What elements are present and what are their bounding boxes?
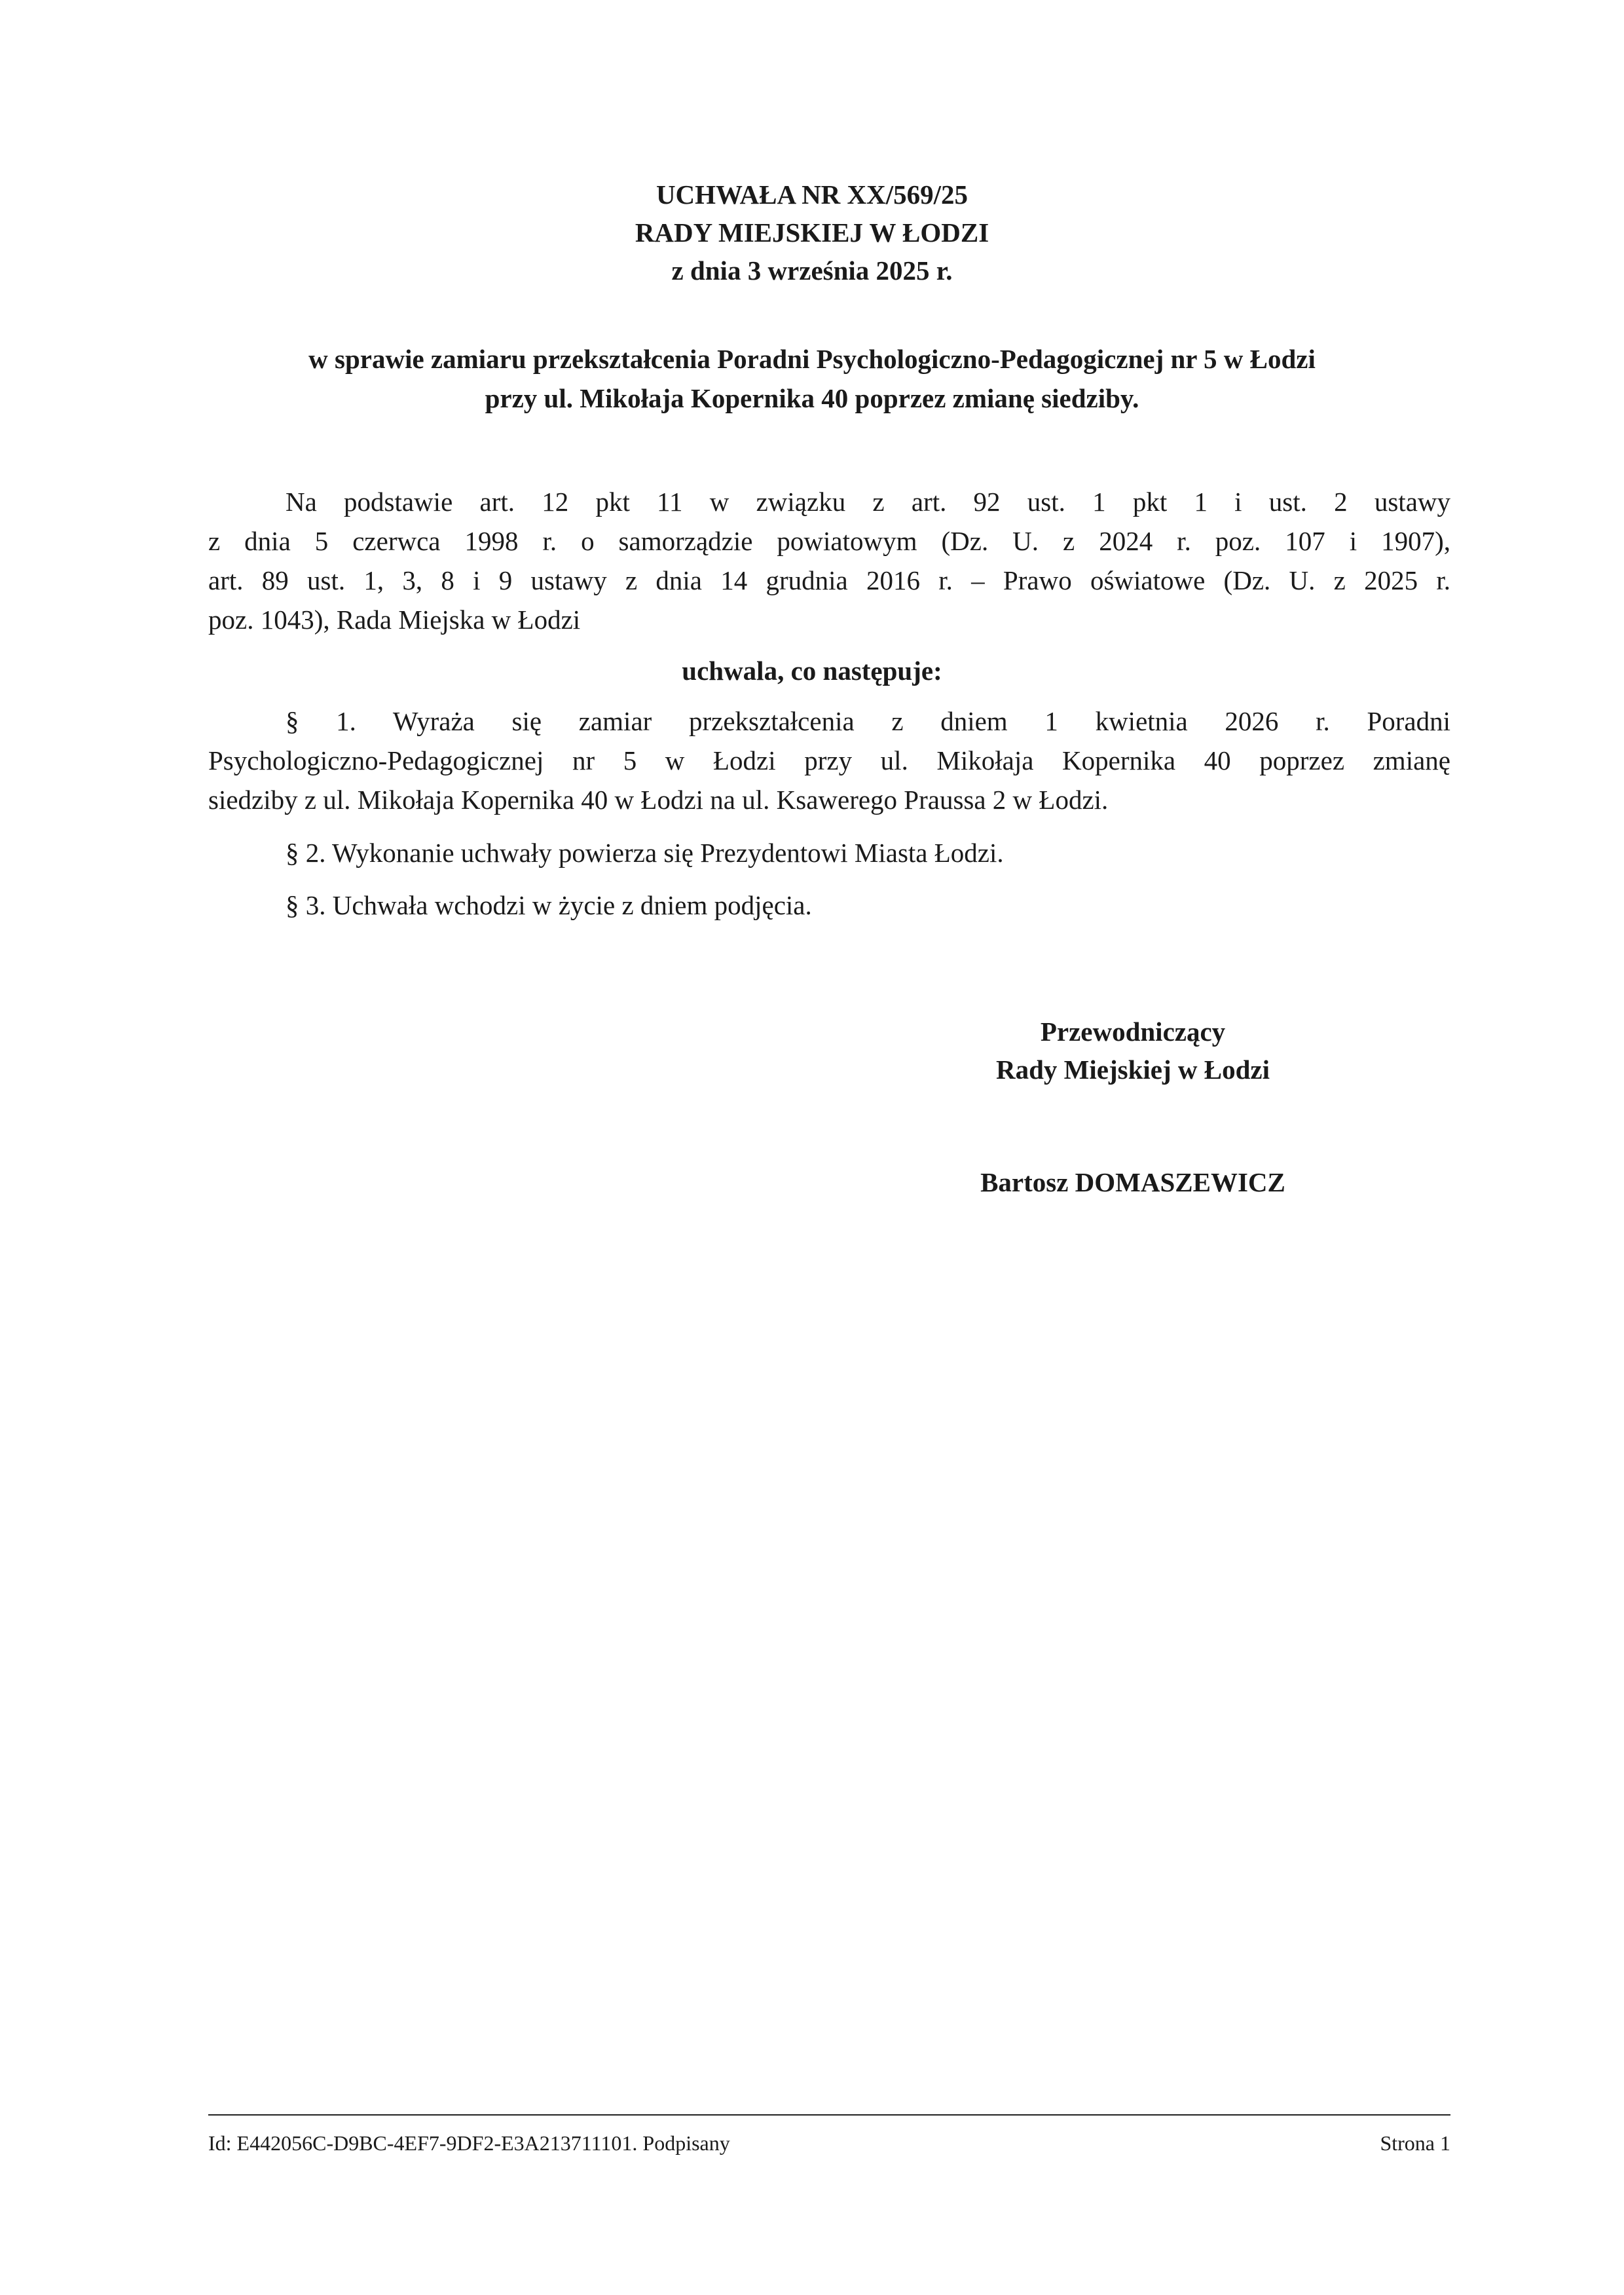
resolves-heading: uchwala, co następuje: xyxy=(682,656,942,686)
paragraph-2: § 2. Wykonanie uchwały powierza się Prezydentowi Miasta Łodzi. xyxy=(286,838,1004,868)
subject-line-1: w sprawie zamiaru przekształcenia Poradni Psychologiczno-Pedagogicznej nr 5 w Łodzi xyxy=(308,344,1316,374)
paragraph-3: § 3. Uchwała wchodzi w życie z dniem podjęcia. xyxy=(286,890,812,920)
resolution-header xyxy=(0,176,1624,289)
paragraph-1-line-2: Psychologiczno-Pedagogicznej nr 5 w Łodzi przy ul. Mikołaja Kopernika 40 poprzez zmianę xyxy=(208,745,1450,775)
paragraph-1-line-1: § 1. Wyraża się zamiar przekształcenia z dniem 1 kwietnia 2026 r. Poradni xyxy=(286,706,1450,736)
preamble-line-3: art. 89 ust. 1, 3, 8 i 9 ustawy z dnia 14 grudnia 2016 r. – Prawo oświatowe (Dz. U. z 2025 r. xyxy=(208,565,1450,595)
signatory-title-line-2: Rady Miejskiej w Łodzi xyxy=(996,1054,1270,1085)
page-number: Strona 1 xyxy=(1380,2131,1450,2155)
document-id: Id: E442056C-D9BC-4EF7-9DF2-E3A213711101. Podpisany xyxy=(208,2131,730,2155)
signatory-name: Bartosz DOMASZEWICZ xyxy=(980,1167,1285,1197)
signatory-title-line-1: Przewodniczący xyxy=(1040,1017,1226,1047)
subject-line-2: przy ul. Mikołaja Kopernika 40 poprzez zmianę siedziby. xyxy=(485,383,1139,413)
footer-divider xyxy=(208,2114,1450,2116)
issuing-body: RADY MIEJSKIEJ W ŁODZI xyxy=(635,217,989,248)
preamble-line-2: z dnia 5 czerwca 1998 r. o samorządzie powiatowym (Dz. U. z 2024 r. poz. 107 i 1907), xyxy=(208,526,1450,556)
paragraph-1-line-3: siedziby z ul. Mikołaja Kopernika 40 w Łodzi na ul. Ksawerego Praussa 2 w Łodzi. xyxy=(208,785,1109,815)
preamble-line-1: Na podstawie art. 12 pkt 11 w związku z art. 92 ust. 1 pkt 1 i ust. 2 ustawy xyxy=(286,487,1450,517)
signatory-title xyxy=(917,1013,1349,1089)
preamble-line-4: poz. 1043), Rada Miejska w Łodzi xyxy=(208,605,581,635)
resolution-subject xyxy=(0,339,1624,418)
resolution-number: UCHWAŁA NR XX/569/25 xyxy=(655,179,969,210)
resolution-date: z dnia 3 września 2025 r. xyxy=(671,255,953,286)
